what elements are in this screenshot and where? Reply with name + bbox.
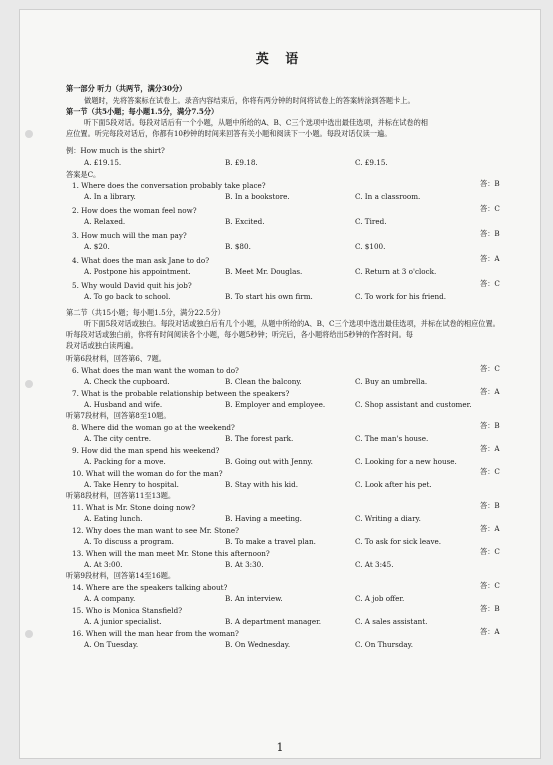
example-question: 例：How much is the shirt?: [66, 146, 165, 155]
question-text: 11. What is Mr. Stone doing now?: [72, 503, 196, 512]
answer-label: 答：B: [480, 501, 500, 510]
question-text: 13. When will the man meet Mr. Stone this afternoon?: [72, 549, 270, 558]
part-heading: 第一部分 听力（共两节，满分30分）: [66, 84, 187, 93]
example-option: C. £9.15.: [355, 158, 388, 167]
answer-option: C. In a classroom.: [355, 192, 421, 201]
answer-option: B. Clean the balcony.: [225, 377, 302, 386]
answer-option: C. $100.: [355, 242, 386, 251]
question-text: 5. Why would David quit his job?: [72, 281, 192, 290]
answer-option: A. Husband and wife.: [84, 400, 163, 409]
answer-label: 答：C: [480, 547, 500, 556]
section-description: 听下面5段对话。每段对话后有一个小题，从题中所给的A、B、C三个选项中选出最佳选项，并标在试卷的相: [84, 118, 428, 127]
answer-label: 答：A: [480, 387, 500, 396]
answer-label: 答：A: [480, 627, 500, 636]
answer-option: B. $80.: [225, 242, 251, 251]
question-text: 15. Who is Monica Stansfield?: [72, 606, 183, 615]
answer-label: 答：B: [480, 229, 500, 238]
answer-option: B. Stay with his kid.: [225, 480, 298, 489]
answer-label: 答：C: [480, 279, 500, 288]
answer-option: B. Excited.: [225, 217, 265, 226]
question-text: 2. How does the woman feel now?: [72, 206, 197, 215]
answer-option: C. Shop assistant and customer.: [355, 400, 472, 409]
answer-option: A. Take Henry to hospital.: [84, 480, 179, 489]
answer-option: A. Eating lunch.: [84, 514, 143, 523]
answer-option: C. A job offer.: [355, 594, 405, 603]
answer-option: C. On Thursday.: [355, 640, 414, 649]
group-label: 听第8段材料，回答第11至13题。: [66, 491, 176, 500]
answer-option: A. To discuss a program.: [84, 537, 174, 546]
page-title: 英 语: [255, 52, 305, 67]
answer-option: C. To work for his friend.: [355, 292, 446, 301]
example-option: A. £19.15.: [84, 158, 122, 167]
answer-option: A. At 3:00.: [84, 560, 123, 569]
answer-option: B. To start his own firm.: [225, 292, 313, 301]
answer-option: A. $20.: [84, 242, 110, 251]
answer-option: A. Postpone his appointment.: [84, 267, 191, 276]
question-text: 1. Where does the conversation probably take place?: [72, 181, 266, 190]
group-label: 听第7段材料，回答第8至10题。: [66, 411, 171, 420]
answer-option: B. An interview.: [225, 594, 283, 603]
question-text: 12. Why does the man want to see Mr. Stone?: [72, 526, 239, 535]
answer-label: 答：C: [480, 467, 500, 476]
answer-option: C. To ask for sick leave.: [355, 537, 442, 546]
section-description: 段对话或独白读两遍。: [66, 341, 138, 350]
section-description: 应位置。听完每段对话后，你都有10秒钟的时间来回答有关小题和阅读下一小题。每段对话仅读一遍。: [66, 129, 392, 138]
question-text: 8. Where did the woman go at the weekend?: [72, 423, 235, 432]
binder-hole: [25, 380, 33, 388]
answer-option: B. To make a travel plan.: [225, 537, 316, 546]
answer-label: 答：B: [480, 421, 500, 430]
answer-option: A. Packing for a move.: [84, 457, 166, 466]
answer-option: A. Relaxed.: [84, 217, 126, 226]
answer-option: C. Looking for a new house.: [355, 457, 457, 466]
group-label: 听第6段材料，回答第6、7题。: [66, 354, 166, 363]
answer-option: B. Going out with Jenny.: [225, 457, 313, 466]
binder-hole: [25, 130, 33, 138]
answer-option: B. At 3:30.: [225, 560, 264, 569]
binder-hole: [25, 630, 33, 638]
answer-option: B. In a bookstore.: [225, 192, 290, 201]
example-option: B. £9.18.: [225, 158, 258, 167]
section-heading: 第一节（共5小题；每小题1.5分，满分7.5分）: [66, 107, 219, 116]
answer-option: B. A department manager.: [225, 617, 322, 626]
question-text: 14. Where are the speakers talking about?: [72, 583, 228, 592]
answer-label: 答：A: [480, 254, 500, 263]
section-heading: 第二节（共15小题；每小题1.5分，满分22.5分）: [66, 308, 225, 317]
question-text: 6. What does the man want the woman to do?: [72, 366, 239, 375]
question-text: 4. What does the man ask Jane to do?: [72, 256, 210, 265]
answer-option: B. The forest park.: [225, 434, 294, 443]
question-text: 10. What will the woman do for the man?: [72, 469, 223, 478]
answer-option: A. The city centre.: [84, 434, 152, 443]
answer-option: A. To go back to school.: [84, 292, 171, 301]
question-text: 9. How did the man spend his weekend?: [72, 446, 220, 455]
answer-option: C. At 3:45.: [355, 560, 394, 569]
answer-option: B. Meet Mr. Douglas.: [225, 267, 303, 276]
section-description: 听下面5段对话或独白。每段对话或独白后有几个小题，从题中所给的A、B、C三个选项中选出最佳选项，并标在试卷的相应位置。: [84, 319, 500, 328]
answer-option: C. Buy an umbrella.: [355, 377, 428, 386]
answer-label: 答：B: [480, 604, 500, 613]
exam-page: [20, 10, 540, 758]
example-answer: 答案是C。: [66, 170, 101, 179]
question-text: 3. How much will the man pay?: [72, 231, 187, 240]
answer-option: A. A junior specialist.: [84, 617, 162, 626]
answer-option: A. On Tuesday.: [84, 640, 139, 649]
question-text: 16. When will the man hear from the woman?: [72, 629, 239, 638]
answer-label: 答：B: [480, 179, 500, 188]
answer-option: C. The man's house.: [355, 434, 429, 443]
answer-option: B. On Wednesday.: [225, 640, 291, 649]
instructions: 做题时，先将答案标在试卷上。录音内容结束后，你将有两分钟的时间将试卷上的答案转涂到答题卡上。: [84, 96, 415, 105]
answer-option: C. Writing a diary.: [355, 514, 421, 523]
answer-option: B. Having a meeting.: [225, 514, 302, 523]
answer-option: C. Look after his pet.: [355, 480, 432, 489]
answer-label: 答：C: [480, 204, 500, 213]
answer-option: A. In a library.: [84, 192, 136, 201]
answer-option: A. Check the cupboard.: [84, 377, 170, 386]
answer-option: C. A sales assistant.: [355, 617, 428, 626]
answer-label: 答：A: [480, 444, 500, 453]
section-description: 听每段对话或独白前，你将有时间阅读各个小题，每小题5秒钟；听完后，各小题将给出5秒钟的作答时间。每: [66, 330, 413, 339]
page-number: 1: [276, 741, 284, 754]
group-label: 听第9段材料，回答第14至16题。: [66, 571, 176, 580]
answer-label: 答：C: [480, 364, 500, 373]
answer-label: 答：C: [480, 581, 500, 590]
answer-option: C. Tired.: [355, 217, 387, 226]
question-text: 7. What is the probable relationship between the speakers?: [72, 389, 290, 398]
answer-option: A. A company.: [84, 594, 136, 603]
answer-label: 答：A: [480, 524, 500, 533]
answer-option: C. Return at 3 o'clock.: [355, 267, 437, 276]
answer-option: B. Employer and employee.: [225, 400, 326, 409]
